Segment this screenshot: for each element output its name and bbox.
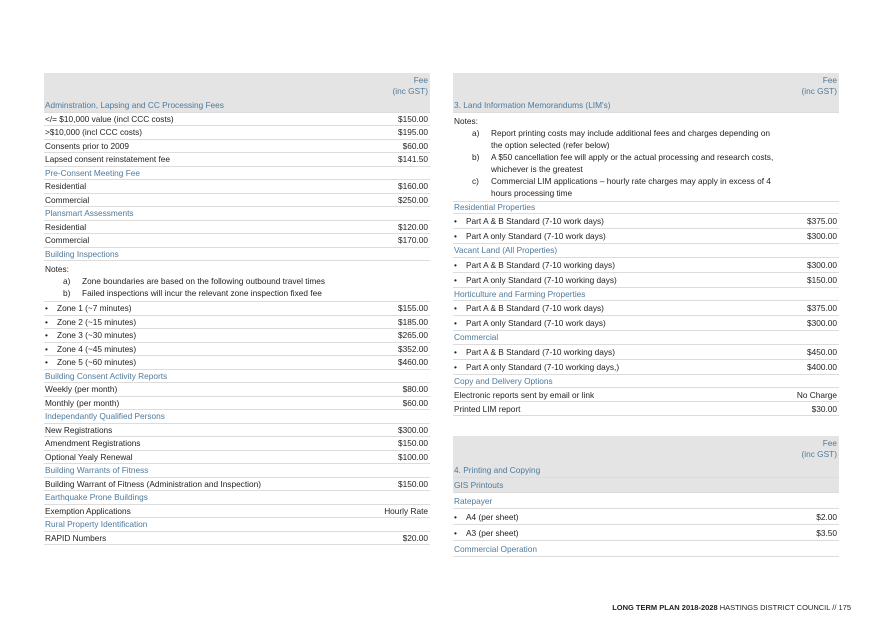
section-rapid: Rural Property Identification: [44, 518, 430, 532]
table-row: Residential $160.00: [44, 180, 430, 194]
table-row: • Part A & B Standard (7-10 work days) $375.00: [453, 214, 839, 229]
table-row: Weekly (per month) $80.00: [44, 383, 430, 397]
table-row: • Part A only Standard (7-10 working days,) $400.00: [453, 360, 839, 375]
table-row: Lapsed consent reinstatement fee $141.50: [44, 153, 430, 167]
note-item: a) Zone boundaries are based on the following outbound travel times: [63, 276, 326, 286]
bullet-icon: •: [45, 330, 48, 341]
table-row: Consents prior to 2009 $60.00: [44, 140, 430, 154]
table-row: • Part A only Standard (7-10 work days) $300.00: [453, 316, 839, 331]
section-lim: 3. Land Information Memorandums (LIM's): [453, 99, 839, 113]
bullet-icon: •: [454, 346, 457, 357]
note-item: b) Failed inspections will incur the relevant zone inspection fixed fee: [63, 288, 322, 298]
bullet-icon: •: [454, 216, 457, 226]
bullet-icon: •: [45, 303, 48, 314]
ratepayer-heading: Ratepayer: [453, 493, 839, 509]
bullet-icon: •: [454, 361, 457, 372]
table-row: • Part A & B Standard (7-10 working days) $300.00: [453, 258, 839, 273]
section-preconsent: Pre-Consent Meeting Fee: [44, 167, 430, 181]
inspection-notes: Notes: a) Zone boundaries are based on the following outbound travel times b) Failed inspections will incur the relevant zone inspection fixed fee: [44, 261, 430, 302]
bullet-icon: •: [454, 318, 457, 328]
table-row: Electronic reports sent by email or link No Charge: [453, 388, 839, 402]
table-row: Exemption Applications Hourly Rate: [44, 505, 430, 519]
table-row: • A4 (per sheet) $2.00: [453, 509, 839, 525]
bullet-icon: •: [454, 511, 457, 522]
fee-header-label: Fee (inc GST): [801, 438, 837, 459]
table-row: • Part A & B Standard (7-10 work days) $375.00: [453, 301, 839, 316]
table-row: Commercial $170.00: [44, 234, 430, 248]
table-row: • Zone 3 (~30 minutes) $265.00: [44, 329, 430, 343]
table-row: • Part A & B Standard (7-10 working days) $450.00: [453, 345, 839, 360]
fee-header-label: Fee (inc GST): [392, 75, 428, 96]
section-residential: Residential Properties: [453, 201, 839, 215]
section-printing: 4. Printing and Copying: [453, 462, 839, 478]
bullet-icon: •: [454, 303, 457, 313]
table-row: • Zone 4 (~45 minutes) $352.00: [44, 343, 430, 357]
table-row: Commercial $250.00: [44, 194, 430, 208]
fee-header: [44, 73, 430, 99]
table-row: Printed LIM report $30.00: [453, 402, 839, 416]
table-row: >$10,000 (incl CCC costs) $195.00: [44, 126, 430, 140]
bullet-icon: •: [45, 357, 48, 368]
bullet-icon: •: [454, 274, 457, 285]
left-fee-table: [44, 73, 430, 545]
table-row: New Registrations $300.00: [44, 424, 430, 438]
section-activity: Building Consent Activity Reports: [44, 370, 430, 384]
table-row: • Zone 1 (~7 minutes) $155.00: [44, 302, 430, 316]
note-item: a) Report printing costs may include additional fees and charges depending on the option selected (refer below): [472, 127, 771, 150]
table-row: • Zone 2 (~15 minutes) $185.00: [44, 316, 430, 330]
table-row: Monthly (per month) $60.00: [44, 397, 430, 411]
bullet-icon: •: [45, 343, 48, 354]
section-plansmart: Plansmart Assessments: [44, 207, 430, 221]
section-horticulture: Horticulture and Farming Properties: [453, 288, 839, 302]
page-footer: LONG TERM PLAN 2018-2028 HASTINGS DISTRICT COUNCIL // 175: [612, 603, 851, 612]
section-admin: Adminstration, Lapsing and CC Processing Fees: [44, 99, 430, 113]
table-row: • Part A only Standard (7-10 work days) $300.00: [453, 229, 839, 244]
section-earthquake: Earthquake Prone Buildings: [44, 491, 430, 505]
bullet-icon: •: [45, 316, 48, 327]
section-vacant: Vacant Land (All Properties): [453, 244, 839, 258]
table-row: Optional Yealy Renewal $100.00: [44, 451, 430, 465]
note-item: b) A $50 cancellation fee will apply or the actual processing and research costs, whichever is the greatest: [472, 151, 774, 174]
bullet-icon: •: [454, 259, 457, 270]
fee-header: [453, 73, 839, 99]
section-copy: Copy and Delivery Options: [453, 375, 839, 389]
bullet-icon: •: [454, 231, 457, 241]
table-row: Amendment Registrations $150.00: [44, 437, 430, 451]
bullet-icon: •: [454, 527, 457, 538]
table-row: </= $10,000 value (incl CCC costs) $150.00: [44, 113, 430, 127]
table-row: Residential $120.00: [44, 221, 430, 235]
table-row: • A3 (per sheet) $3.50: [453, 525, 839, 541]
note-item: c) Commercial LIM applications – hourly rate charges may apply in excess of 4 hours processing time: [472, 175, 771, 198]
fee-header: [453, 436, 839, 462]
section-iqp: Independantly Qualified Persons: [44, 410, 430, 424]
table-row: RAPID Numbers $20.00: [44, 532, 430, 546]
section-commercial: Commercial: [453, 331, 839, 345]
table-row: • Part A only Standard (7-10 working days) $150.00: [453, 273, 839, 288]
commercial-operation-heading: Commercial Operation: [453, 541, 839, 557]
fee-header-label: Fee (inc GST): [801, 75, 837, 96]
table-row: Building Warrant of Fitness (Administration and Inspection) $150.00: [44, 478, 430, 492]
section-inspections: Building Inspections: [44, 248, 430, 262]
lim-notes: Notes: a) Report printing costs may include additional fees and charges depending on the option selected (refer below) b) A $50 cancellation fee will apply or the actual processing and research costs, whichever is the greatest c) Commercial LIM applications – hourly rate charges may apply in excess of 4 hours processing time: [454, 115, 774, 198]
table-row: • Zone 5 (~60 minutes) $460.00: [44, 356, 430, 370]
gis-printouts: GIS Printouts: [453, 478, 839, 493]
right-fee-table: [453, 73, 839, 557]
section-bwof: Building Warrants of Fitness: [44, 464, 430, 478]
